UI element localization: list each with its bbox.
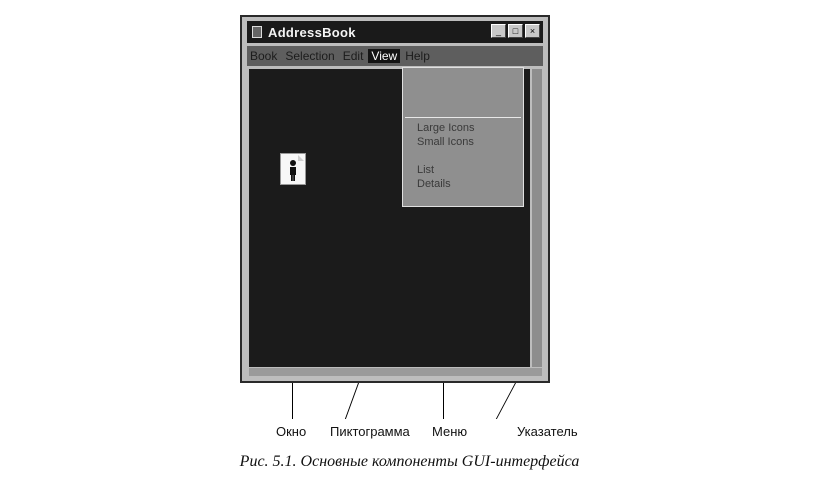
- view-menu-item[interactable]: [403, 72, 523, 86]
- maximize-button[interactable]: □: [508, 24, 523, 38]
- menu-view[interactable]: View: [368, 49, 400, 63]
- view-menu-details[interactable]: Details: [417, 178, 451, 190]
- contact-card-icon[interactable]: [280, 153, 306, 185]
- menu-separator: [405, 117, 521, 118]
- addressbook-window[interactable]: [240, 15, 550, 383]
- person-icon: [281, 154, 305, 184]
- view-menu-list[interactable]: List: [417, 164, 435, 176]
- menu-book[interactable]: Book: [250, 49, 278, 63]
- callout-line-window: [292, 383, 293, 419]
- callout-line-pointer: [496, 383, 516, 419]
- menu-selection[interactable]: Selection: [285, 49, 335, 63]
- menu-help[interactable]: Help: [405, 49, 430, 63]
- label-window: Окно: [276, 424, 307, 439]
- label-pointer: Указатель: [517, 424, 578, 439]
- horizontal-scrollbar[interactable]: [249, 368, 542, 376]
- view-menu-item[interactable]: [403, 100, 523, 114]
- view-dropdown-menu: [402, 67, 524, 207]
- figure-caption: Рис. 5.1. Основные компоненты GUI-интерфейса: [239, 453, 580, 470]
- label-icon: Пиктограмма: [330, 424, 410, 439]
- menu-bar: [247, 46, 543, 66]
- view-menu-item[interactable]: [403, 149, 523, 163]
- view-menu-item[interactable]: [403, 86, 523, 100]
- minimize-button[interactable]: _: [491, 24, 506, 38]
- close-button[interactable]: ×: [525, 24, 540, 38]
- callout-line-icon: [345, 383, 359, 419]
- title-bar[interactable]: [247, 21, 543, 43]
- view-menu-large-icons[interactable]: Large Icons: [417, 122, 475, 134]
- window-controls: [491, 24, 540, 38]
- menu-edit[interactable]: Edit: [342, 49, 364, 63]
- label-menu: Меню: [432, 424, 468, 439]
- vertical-scrollbar[interactable]: [532, 69, 542, 367]
- app-icon: [252, 26, 262, 38]
- view-menu-small-icons[interactable]: Small Icons: [417, 136, 474, 148]
- window-title: AddressBook: [268, 24, 356, 40]
- callout-line-menu: [443, 383, 444, 419]
